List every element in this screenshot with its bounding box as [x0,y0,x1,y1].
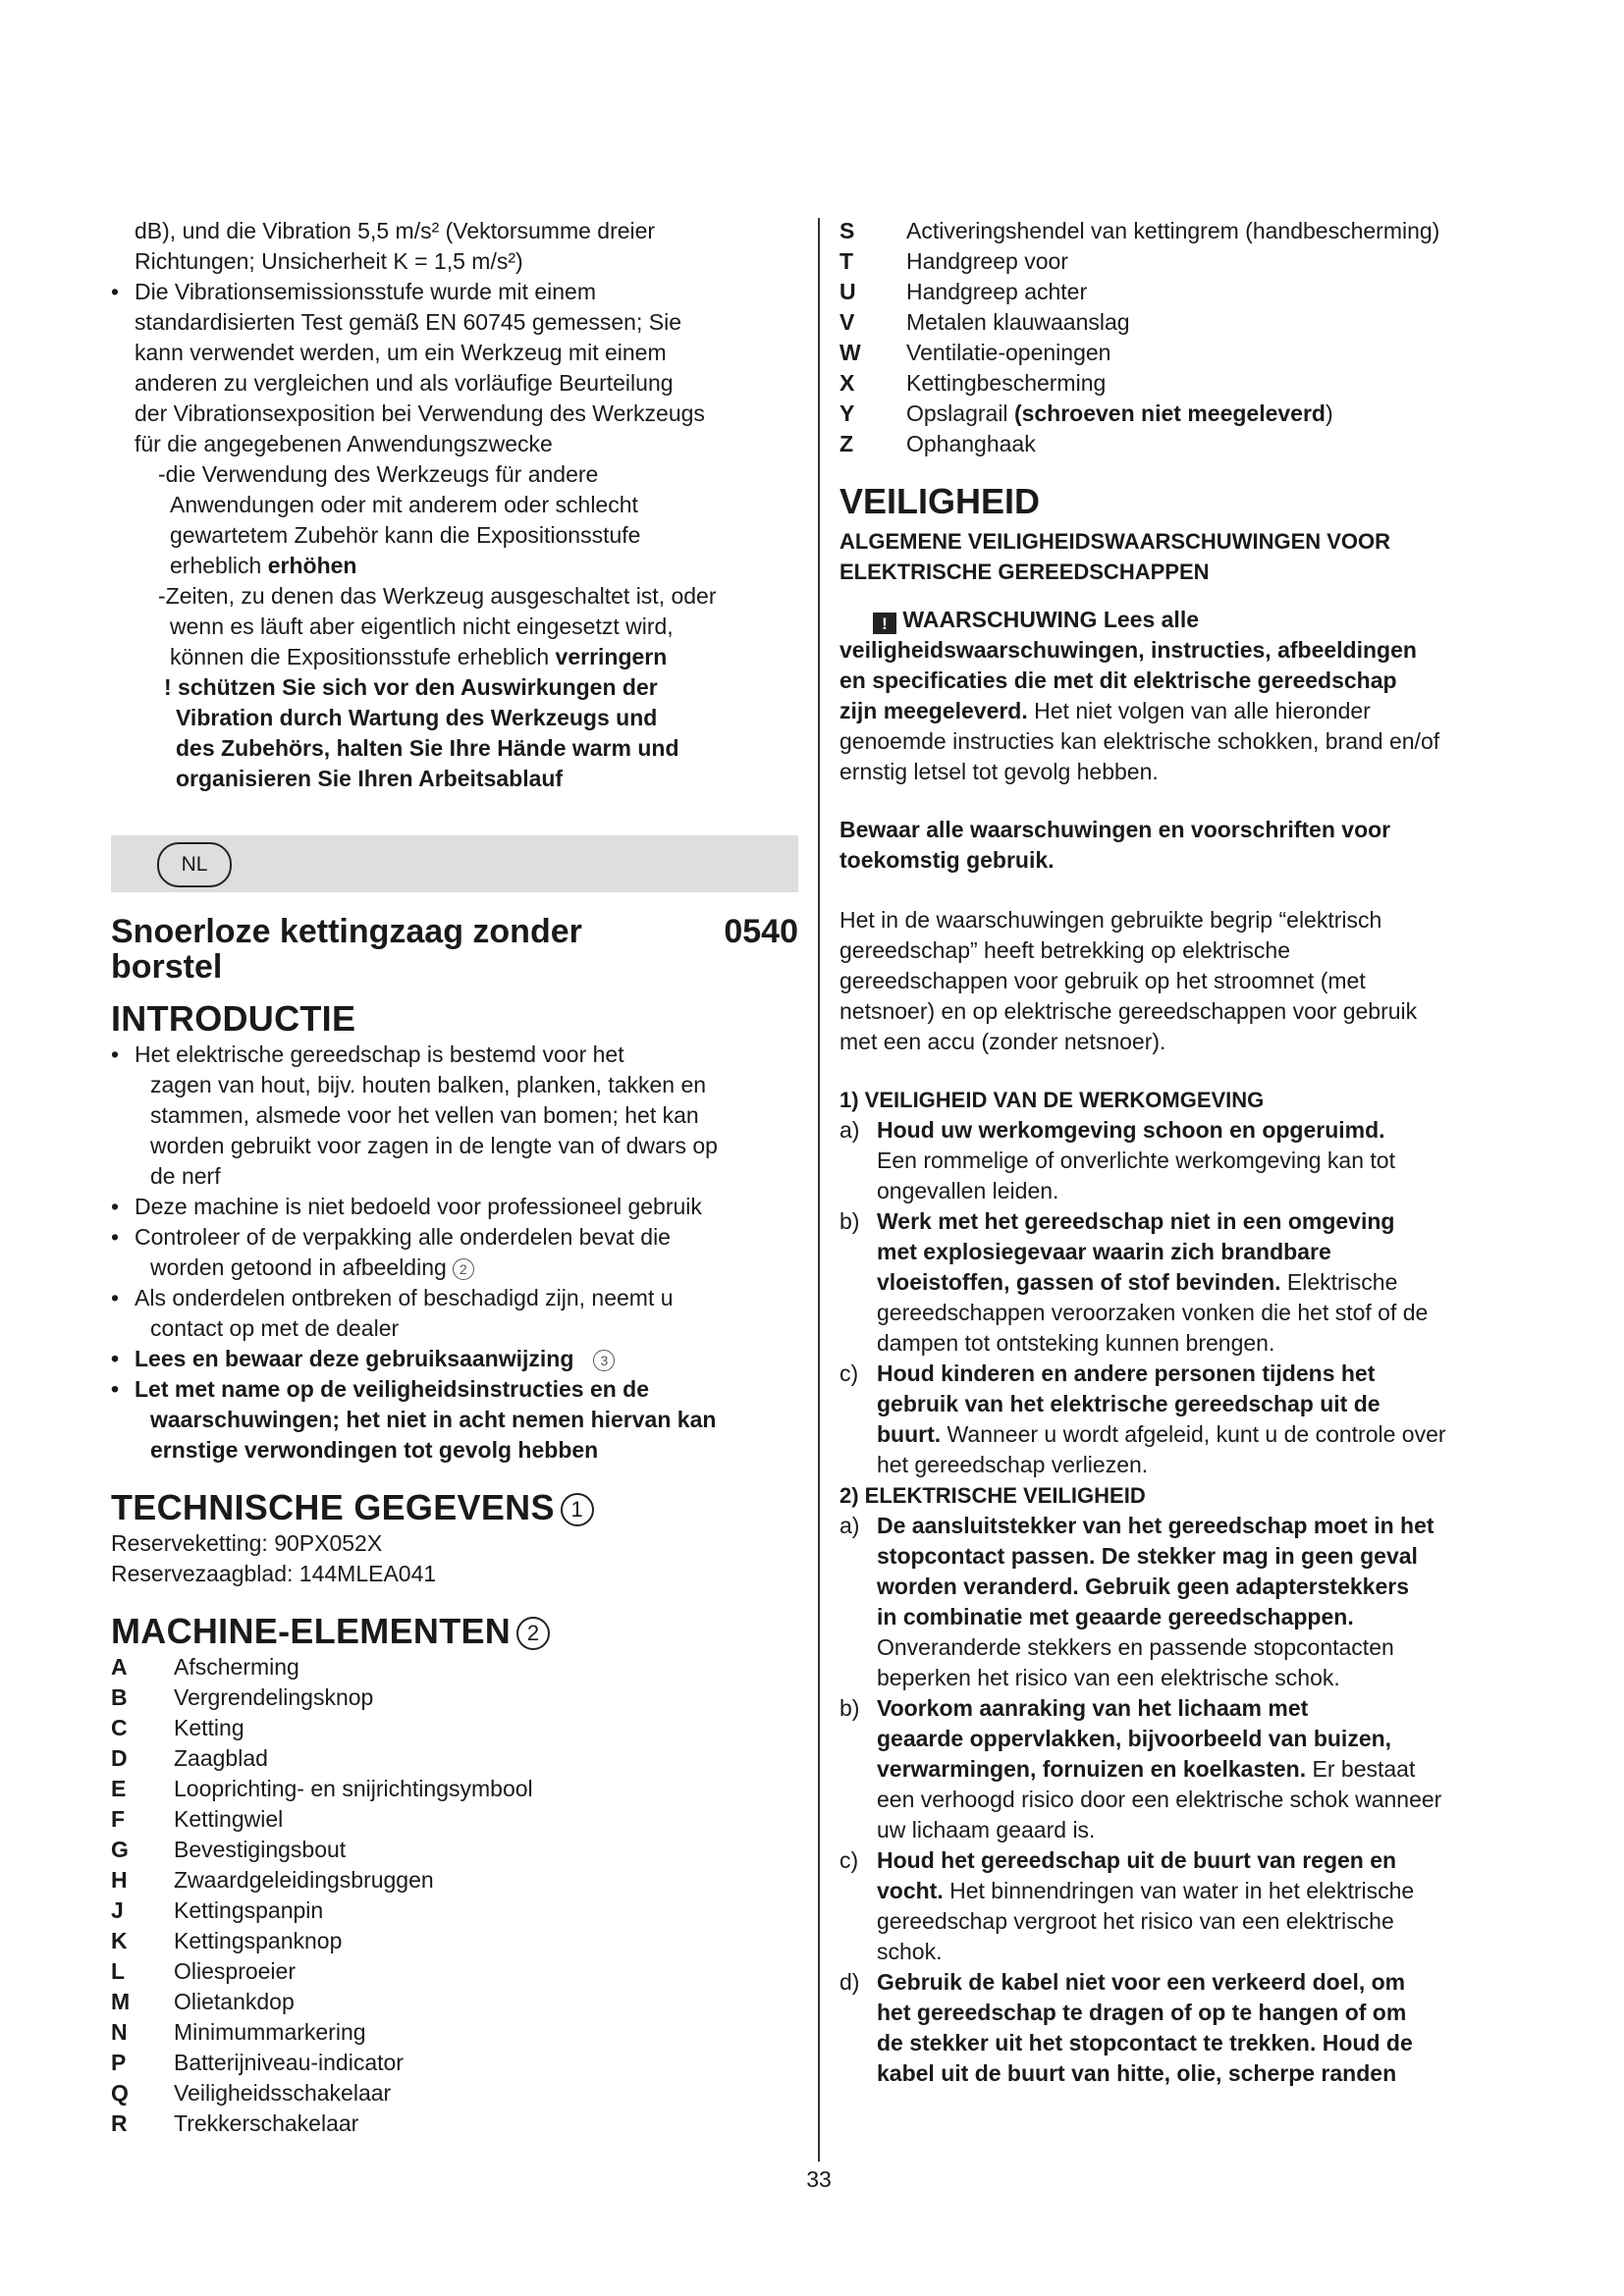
text-line: Richtungen; Unsicherheit K = 1,5 m/s²) [135,248,523,274]
text-line: Gebruik de kabel niet voor een verkeerd doel, om [877,1969,1406,1995]
element-letter: B [111,1684,128,1710]
vibration-section [111,216,798,794]
bullet-icon: • [111,279,120,304]
text-line: gewartetem Zubehör kann die Expositionsstufe [170,522,641,548]
element-label-text: Opslagrail [906,400,1008,426]
machine-element-row [111,1713,798,1743]
element-letter: J [111,1897,124,1923]
bold-text: buurt. [877,1421,942,1447]
text-line: dampen tot ontsteking kunnen brengen. [877,1330,1275,1356]
text-line: waarschuwingen; het niet in acht nemen hiervan kan [150,1407,717,1432]
bold-text: erhöhen [267,553,357,578]
machine-element-row [111,1865,798,1896]
text-line: contact op met de dealer [150,1315,400,1341]
text-line [877,1267,1527,1298]
section-heading-veiligheid: VEILIGHEID [839,481,1041,521]
text-line: Houd het gereedschap uit de buurt van regen en [877,1847,1397,1873]
text-line: zagen van hout, bijv. houten balken, planken, takken en [150,1072,707,1097]
safety-item-d [839,1967,1527,2089]
text-line: standardisierten Test gemäß EN 60745 gemessen; Sie [135,309,681,335]
text-line: Houd uw werkomgeving schoon en opgeruimd. [877,1117,1385,1143]
text-line: gebruik van het elektrische gereedschap uit de [877,1391,1380,1416]
bold-text: vocht. [877,1878,944,1903]
machine-element-row [839,246,1527,277]
element-letter: D [111,1745,128,1771]
text-line: Onveranderde stekkers en passende stopcontacten [877,1634,1394,1660]
text-line: een verhoogd risico door een elektrische schok wanneer [877,1787,1442,1812]
text-line: netsnoer) en op elektrische gereedschappen voor gebruik [839,998,1418,1024]
figure-ref: 1 [561,1493,594,1526]
element-label: Zaagblad [174,1745,268,1771]
text-span: können die Expositionsstufe erheblich [170,644,550,669]
element-letter: A [111,1654,128,1680]
text-line: Anwendungen oder mit anderem oder schlecht [170,492,638,517]
element-label: Kettingspanpin [174,1897,324,1923]
text-line: ELEKTRISCHE GEREEDSCHAPPEN [839,560,1210,584]
bullet-icon: • [111,1285,120,1310]
text-line: kann verwendet werden, um ein Werkzeug mit einem [135,340,667,365]
numbered-heading: 1) VEILIGHEID VAN DE WERKOMGEVING [839,1088,1265,1112]
element-letter: G [111,1837,129,1862]
bullet-item [111,1040,798,1192]
text-line: der Vibrationsexposition bei Verwendung des Werkzeugs [135,400,705,426]
element-label [906,368,1527,399]
language-badge: NL [157,842,232,887]
product-title-line: Snoerloze kettingzaag zonder [111,913,582,950]
bold-text: vloeistoffen, gassen of stof bevinden. [877,1269,1281,1295]
text-line: Deze machine is niet bedoeld voor professioneel gebruik [135,1194,702,1219]
text-line: Voorkom aanraking van het lichaam met [877,1695,1309,1721]
element-letter: Z [839,431,854,456]
machine-element-row [839,399,1527,429]
bullet-item [111,1192,798,1222]
text-line: met explosiegevaar waarin zich brandbare [877,1239,1331,1264]
text-span: worden getoond in afbeelding [150,1255,447,1280]
text-line: stammen, alsmede voor het vellen van bomen; het kan [150,1102,699,1128]
element-letter: C [111,1715,128,1740]
text-line: ALGEMENE VEILIGHEIDSWAARSCHUWINGEN VOOR [839,529,1391,554]
warning-block [839,605,1527,787]
safety-item-c [839,1845,1527,1967]
element-label [906,246,1527,277]
text-line: ! schützen Sie sich vor den Auswirkungen der [164,674,658,700]
element-label-text: Metalen klauwaanslag [906,309,1130,335]
text-line: Het in de waarschuwingen gebruikte begrip “elektrisch [839,907,1382,933]
subheading [839,526,1527,587]
machine-element-row [839,338,1527,368]
element-label-text: Ventilatie-openingen [906,340,1111,365]
text-line [839,605,1527,635]
machine-element-row [839,216,1527,246]
element-letter: K [111,1928,128,1953]
item-letter: a) [839,1513,860,1538]
text-span: Het niet volgen van alle hieronder [1034,698,1371,723]
keep-instructions [839,815,1527,876]
text-line: gereedschap” heeft betrekking op elektrische [839,937,1291,963]
machine-element-row [111,1987,798,2017]
element-label-tail: ) [1325,400,1333,426]
text-line: Houd kinderen en andere personen tijdens het [877,1361,1376,1386]
machine-element-row [111,1896,798,1926]
text-line: des Zubehörs, halten Sie Ihre Hände warm und [176,735,679,761]
item-letter: d) [839,1969,860,1995]
machine-element-row [111,1652,798,1682]
text-line: de stekker uit het stopcontact te trekken. Houd de [877,2030,1413,2056]
left-column [111,216,798,2139]
element-label: Minimummarkering [174,2019,366,2045]
safety-item-a [839,1115,1527,1206]
machine-element-row [111,2109,798,2139]
element-label-text: Handgreep voor [906,248,1068,274]
text-line: en specificaties die met dit elektrische gereedschap [839,667,1397,693]
text-span: erheblich [170,553,262,578]
machine-elements-list-continued [839,216,1527,459]
warning-icon: ! [873,613,896,634]
text-line: veiligheidswaarschuwingen, instructies, afbeeldingen [839,637,1417,663]
element-label [906,399,1527,429]
text-line: Controleer of de verpakking alle onderdelen bevat die [135,1224,671,1250]
item-letter: a) [839,1117,860,1143]
text-line: ernstig letsel tot gevolg hebben. [839,759,1159,784]
text-line: stopcontact passen. De stekker mag in geen geval [877,1543,1418,1569]
element-label: Zwaardgeleidingsbruggen [174,1867,434,1893]
term-definition [839,905,1527,1057]
bullet-item [111,1344,798,1374]
element-label [906,277,1527,307]
machine-element-row [839,368,1527,399]
element-label [906,307,1527,338]
element-label: Looprichting- en snijrichtingsymbool [174,1776,533,1801]
bullet-item [111,1374,798,1466]
text-span: Het binnendringen van water in het elektrische [949,1878,1415,1903]
element-label: Trekkerschakelaar [174,2110,359,2136]
element-letter: R [111,2110,128,2136]
spec-line: Reserveketting: 90PX052X [111,1530,383,1556]
safety-item-c [839,1359,1527,1480]
text-line: Vibration durch Wartung des Werkzeugs und [176,705,658,730]
element-label-text: Handgreep achter [906,279,1088,304]
element-label: Afscherming [174,1654,299,1680]
element-label-text: Activeringshendel van kettingrem (handbescherming) [906,218,1440,243]
safety-item-b [839,1206,1527,1359]
machine-elements-list [111,1652,798,2139]
element-letter: N [111,2019,128,2045]
text-line: worden gebruikt voor zagen in de lengte van of dwars op [150,1133,718,1158]
machine-element-row [111,1682,798,1713]
bullet-icon: • [111,1041,120,1067]
text-line: toekomstig gebruik. [839,847,1055,873]
element-label: Ketting [174,1715,244,1740]
text-line: gereedschappen voor gebruik op het stroomnet (met [839,968,1366,993]
element-label-text: Kettingbescherming [906,370,1107,396]
text-line [839,696,1527,726]
machine-element-row [111,2017,798,2048]
element-label: Bevestigingsbout [174,1837,347,1862]
text-line [170,551,798,581]
text-line: uw lichaam geaard is. [877,1817,1096,1842]
text-line: ernstige verwondingen tot gevolg hebben [150,1437,599,1463]
machine-element-row [111,2078,798,2109]
heading-text: MACHINE-ELEMENTEN [111,1611,512,1651]
element-letter: W [839,340,861,365]
element-letter: Y [839,400,855,426]
section-heading-machine [111,1611,798,1652]
text-line: Als onderdelen ontbreken of beschadigd zijn, neemt u [135,1285,674,1310]
element-label-note: (schroeven niet meegeleverd [1013,400,1326,426]
heading-text: TECHNISCHE GEGEVENS [111,1487,555,1527]
text-line: de nerf [150,1163,221,1189]
machine-element-row [839,429,1527,459]
element-letter: M [111,1989,131,2014]
numbered-heading: 2) ELEKTRISCHE VEILIGHEID [839,1483,1146,1508]
element-letter: Q [111,2080,129,2106]
product-title [111,914,798,985]
bold-text: verringern [555,644,668,669]
machine-element-row [839,277,1527,307]
text-line: gereedschappen veroorzaken vonken die het stof of de [877,1300,1429,1325]
text-span: WAARSCHUWING Lees alle [902,607,1199,632]
text-line: dB), und die Vibration 5,5 m/s² (Vektorsumme dreier [135,218,656,243]
bullet-icon: • [111,1376,120,1402]
element-letter: T [839,248,854,274]
text-line: het gereedschap verliezen. [877,1452,1149,1477]
language-bar [111,835,798,892]
text-line: genoemde instructies kan elektrische schokken, brand en/of [839,728,1440,754]
element-letter: L [111,1958,126,1984]
text-line: für die angegebenen Anwendungszwecke [135,431,553,456]
item-letter: c) [839,1847,859,1873]
text-line: Bewaar alle waarschuwingen en voorschriften voor [839,817,1391,842]
page-number: 33 [806,2166,832,2192]
safety-item-a [839,1511,1527,1693]
figure-ref: 3 [593,1350,615,1371]
element-label: Batterijniveau-indicator [174,2050,404,2075]
item-letter: b) [839,1208,860,1234]
product-title-line: borstel [111,948,223,986]
text-line: wenn es läuft aber eigentlich nicht eingesetzt wird, [170,614,674,639]
element-letter: F [111,1806,126,1832]
product-code: 0540 [724,913,798,950]
bullet-item [111,277,798,459]
text-line: De aansluitstekker van het gereedschap moet in het [877,1513,1435,1538]
machine-element-row [111,1743,798,1774]
section-heading-introductie: INTRODUCTIE [111,998,356,1039]
element-letter: S [839,218,855,243]
text-line [877,1876,1527,1906]
column-divider [818,218,820,2162]
text-line: schok. [877,1939,943,1964]
element-label: Kettingwiel [174,1806,284,1832]
element-letter: P [111,2050,127,2075]
bullet-item [111,1283,798,1344]
element-label [906,338,1527,368]
text-line: Die Vibrationsemissionsstufe wurde mit einem [135,279,596,304]
dash-item [111,581,798,672]
element-label: Oliesproeier [174,1958,296,1984]
bullet-icon: • [111,1224,120,1250]
bullet-icon: • [111,1194,120,1219]
spec-line: Reservezaagblad: 144MLEA041 [111,1561,437,1586]
dash-item [111,459,798,581]
text-line [877,1754,1527,1785]
item-letter: c) [839,1361,859,1386]
text-line: anderen zu vergleichen und als vorläufige Beurteilung [135,370,674,396]
right-column [839,216,1527,2089]
text-line: organisieren Sie Ihren Arbeitsablauf [176,766,564,791]
bold-text: zijn meegeleverd. [839,698,1028,723]
text-line: geaarde oppervlakken, bijvoorbeeld van buizen, [877,1726,1392,1751]
item-letter: b) [839,1695,860,1721]
text-line: kabel uit de buurt van hitte, olie, scherpe randen [877,2060,1397,2086]
machine-element-row [111,2048,798,2078]
bullet-icon: • [111,1346,120,1371]
element-label: Vergrendelingsknop [174,1684,374,1710]
figure-ref: 2 [453,1258,474,1280]
machine-element-row [111,1956,798,1987]
text-span: Elektrische [1286,1269,1398,1295]
text-line: Werk met het gereedschap niet in een omgeving [877,1208,1395,1234]
element-label-text: Ophanghaak [906,431,1036,456]
figure-ref: 2 [516,1617,550,1650]
text-line: in combinatie met geaarde gereedschappen. [877,1604,1354,1629]
machine-element-row [111,1835,798,1865]
text-line [170,642,798,672]
text-line: beperken het risico van een elektrische schok. [877,1665,1340,1690]
element-label: Veiligheidsschakelaar [174,2080,392,2106]
text-line: het gereedschap te dragen of op te hangen of om [877,2000,1407,2025]
bullet-item [111,1222,798,1283]
text-line: gereedschap vergroot het risico van een elektrische [877,1908,1394,1934]
text-line: Het elektrische gereedschap is bestemd voor het [135,1041,624,1067]
machine-element-row [839,307,1527,338]
text-line: worden veranderd. Gebruik geen adapterstekkers [877,1574,1409,1599]
text-line: Een rommelige of onverlichte werkomgeving kan tot [877,1148,1395,1173]
machine-element-row [111,1774,798,1804]
text-line: ongevallen leiden. [877,1178,1059,1203]
element-letter: U [839,279,856,304]
element-label: Olietankdop [174,1989,295,2014]
text-line [877,1419,1527,1450]
machine-element-row [111,1804,798,1835]
text-line: Let met name op de veiligheidsinstructies en de [135,1376,650,1402]
element-letter: V [839,309,855,335]
element-label: Kettingspanknop [174,1928,343,1953]
text-line: met een accu (zonder netsnoer). [839,1029,1166,1054]
text-line [135,1344,798,1374]
machine-element-row [111,1926,798,1956]
section-heading-technische [111,1487,798,1528]
safety-item-b [839,1693,1527,1845]
element-letter: H [111,1867,128,1893]
introductie-list [111,1040,798,1466]
text-span: Lees en bewaar deze gebruiksaanwijzing [135,1346,574,1371]
text-span: Wanneer u wordt afgeleid, kunt u de controle over [947,1421,1446,1447]
element-label [906,429,1527,459]
text-span: Er bestaat [1312,1756,1416,1782]
element-letter: E [111,1776,127,1801]
vibration-notice [111,672,798,794]
element-label [906,216,1527,246]
element-letter: X [839,370,855,396]
text-line: -die Verwendung des Werkzeugs für andere [158,461,599,487]
text-line: -Zeiten, zu denen das Werkzeug ausgeschaltet ist, oder [158,583,717,609]
text-line [135,1253,798,1283]
bold-text: verwarmingen, fornuizen en koelkasten. [877,1756,1307,1782]
